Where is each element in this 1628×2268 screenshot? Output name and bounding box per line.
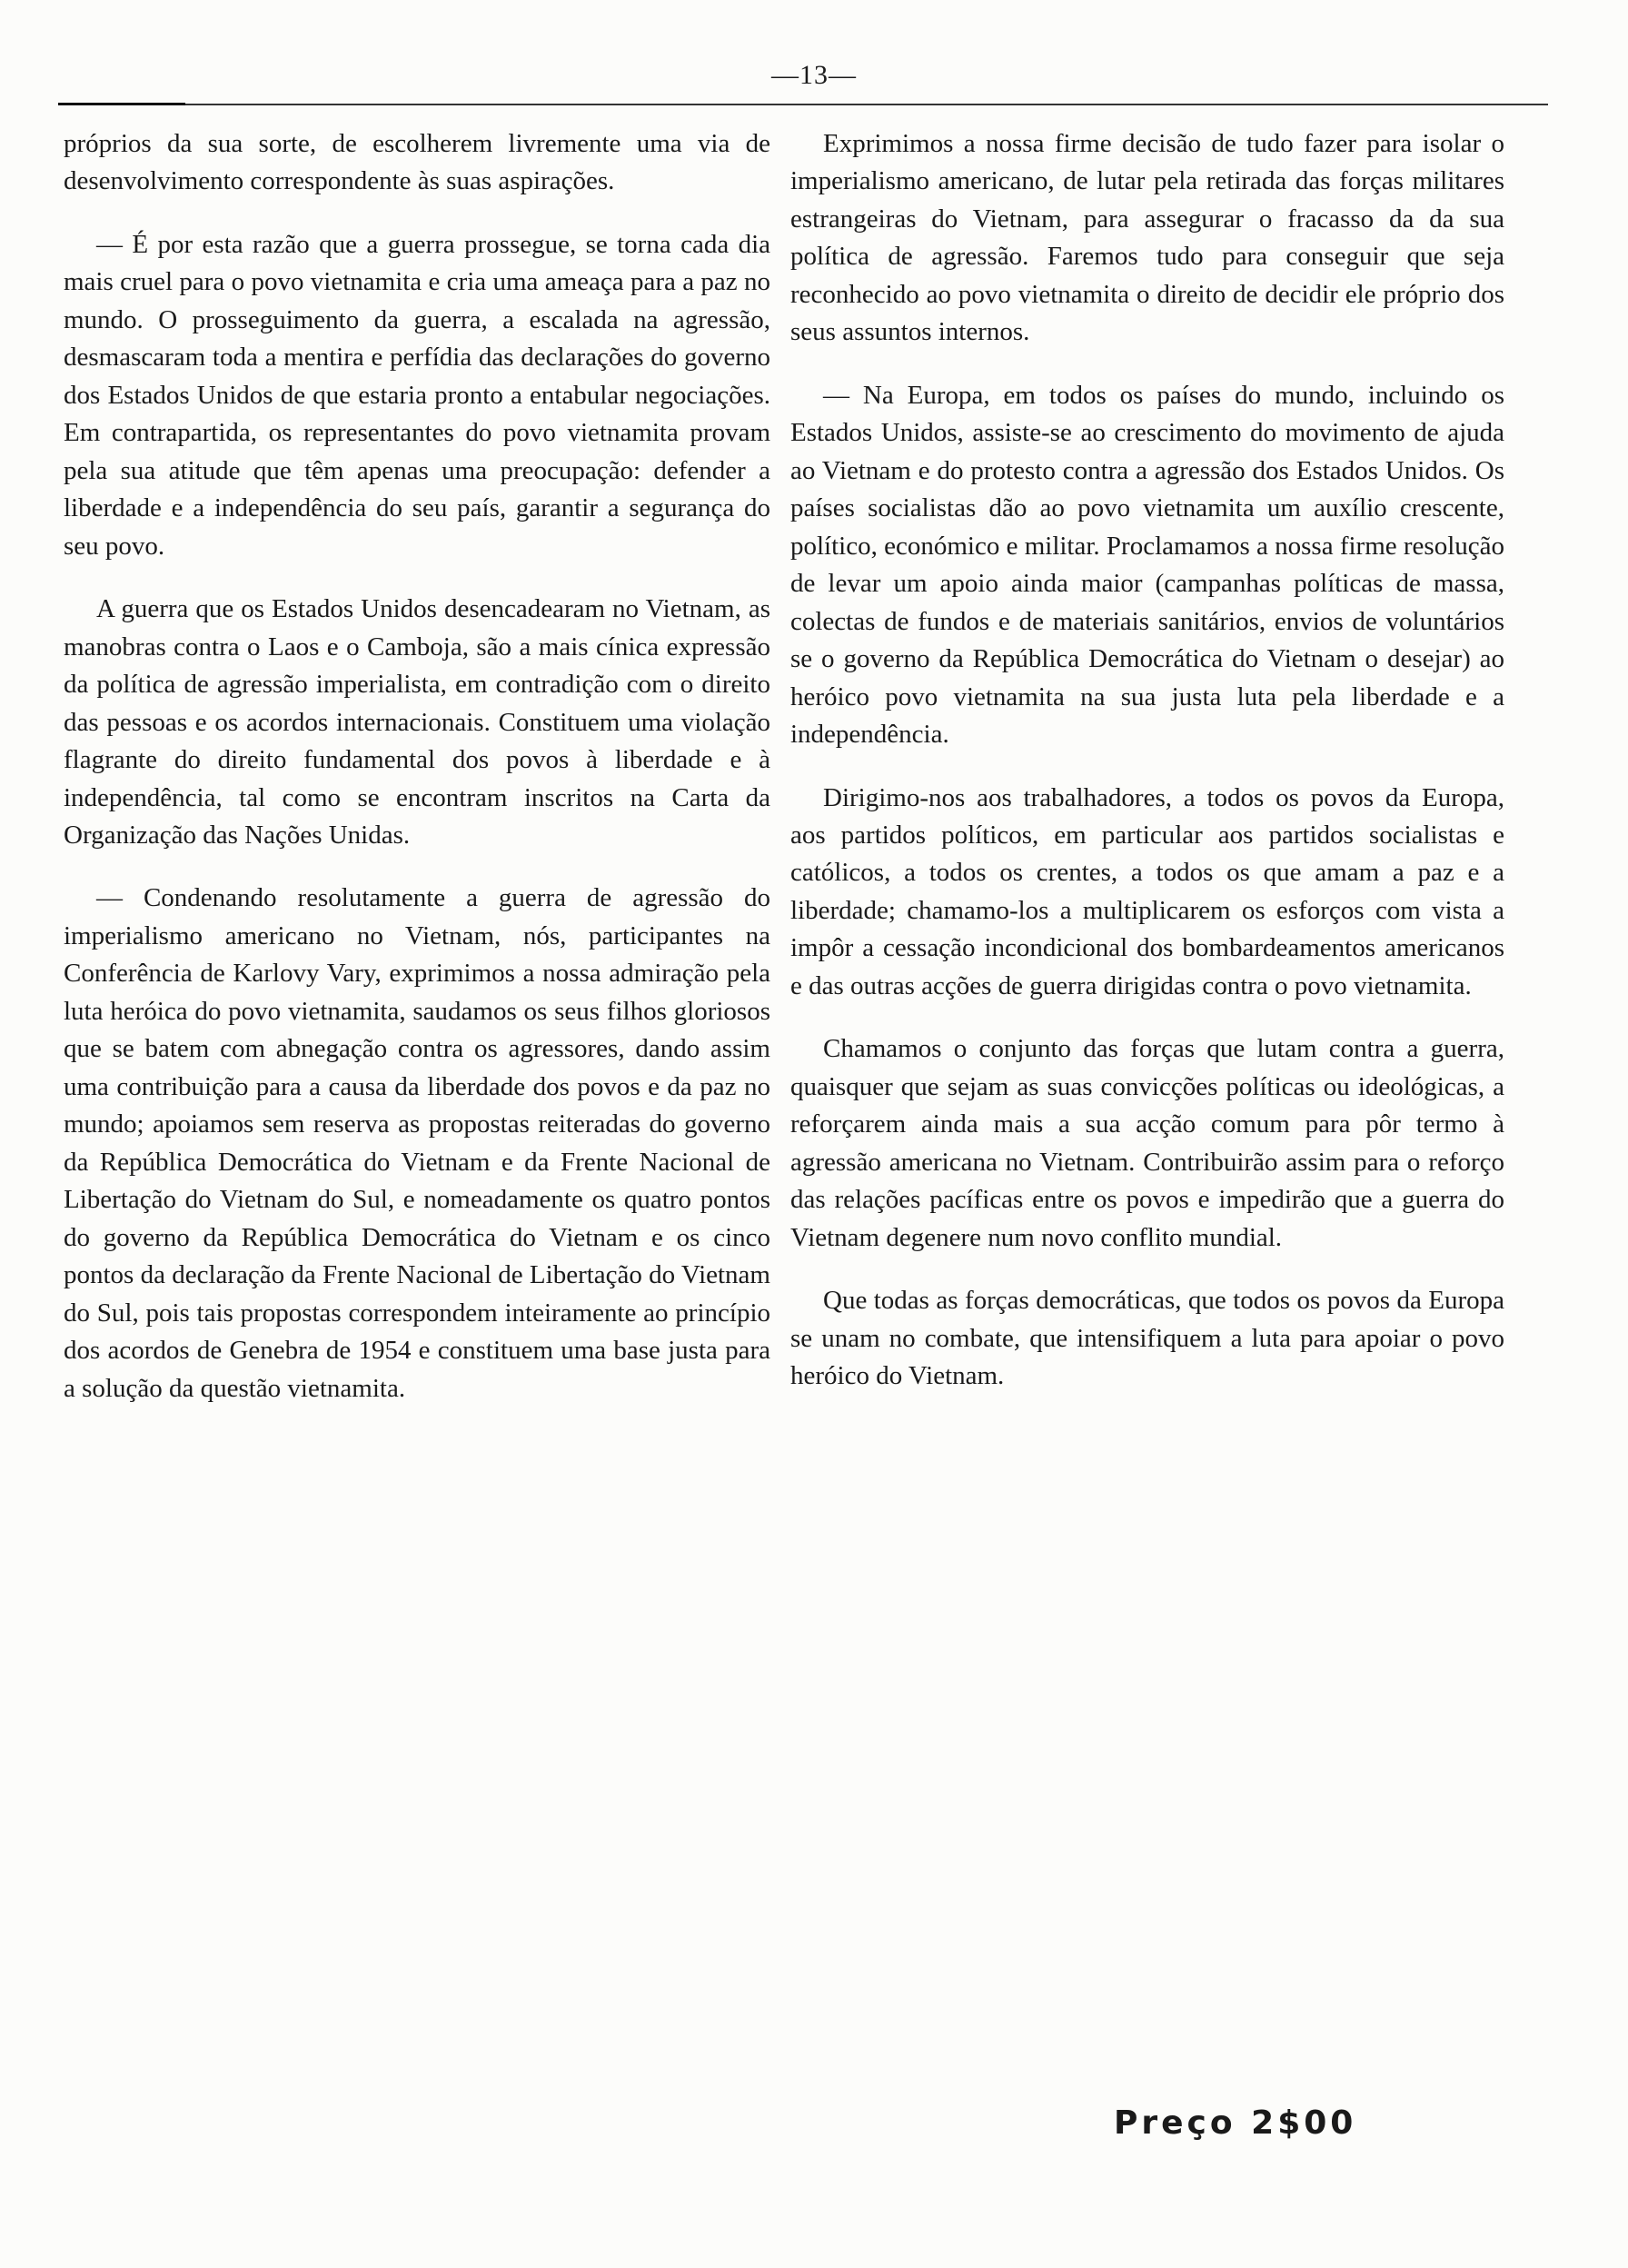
paragraph: próprios da sua sorte, de escolherem livremente uma via de desenvolvimento correspondente às suas aspirações.: [64, 129, 770, 196]
header-rule: [58, 104, 1548, 105]
right-column: [790, 125, 1504, 1421]
left-column: [64, 125, 770, 1433]
page-number: —13—: [771, 60, 857, 90]
paragraph: Que todas as forças democráticas, que todos os povos da Europa se unam no combate, que intensifiquem a luta para apoiar o povo heróico do Vietnam.: [790, 1286, 1504, 1391]
paragraph: Exprimimos a nossa firme decisão de tudo fazer para isolar o imperialismo americano, de lutar pela retirada das forças militares estrangeiras do Vietnam, para assegurar o fracasso da da sua política de agressão. Faremos tudo para conseguir que seja reconhecido ao povo vietnamita o direito de decidir ele próprio dos seus assuntos internos.: [790, 129, 1504, 347]
header-rule-accent: [58, 103, 185, 105]
price-label: Preço 2$00: [1114, 2104, 1357, 2142]
paragraph: — Condenando resolutamente a guerra de agressão do imperialismo americano no Vietnam, nós, participantes na Conferência de Karlovy Vary, exprimimos a nossa admiração pela luta heróica do povo vietnamita, saudamos os seus filhos gloriosos que se batem com abnegação contra os agressores, dando assim uma contribuição para a causa da liberdade dos povos e da paz no mundo; apoiamos sem reserva as propostas reiteradas do governo da República Democrática do Vietnam e da Frente Nacional de Libertação do Vietnam do Sul, e nomeadamente os quatro pontos do governo da República Democrática do Vietnam e os cinco pontos da declaração da Frente Nacional de Libertação do Vietnam do Sul, pois tais propostas correspondem inteiramente ao princípio dos acordos de Genebra de 1954 e constituem uma base justa para a solução da questão vietnamita.: [64, 883, 770, 1403]
paragraph: — É por esta razão que a guerra prossegue, se torna cada dia mais cruel para o povo vietnamita e cria uma ameaça para a paz no mundo. O prosseguimento da guerra, a escalada na agressão, desmascaram toda a mentira e perfídia das declarações do governo dos Estados Unidos de que estaria pronto a entabular negociações. Em contrapartida, os representantes do povo vietnamita provam pela sua atitude que têm apenas uma preocupação: defender a liberdade e a independência do seu país, garantir a segurança do seu povo.: [64, 229, 770, 561]
paragraph: — Na Europa, em todos os países do mundo, incluindo os Estados Unidos, assiste-se ao crescimento do movimento de ajuda ao Vietnam e do protesto contra a agressão dos Estados Unidos. Os países socialistas dão ao povo vietnamita um auxílio crescente, político, económico e militar. Proclamamos a nossa firme resolução de levar um apoio ainda maior (campanhas políticas de massa, colectas de fundos e de materiais sanitários, envios de voluntários se o governo da República Democrática do Vietnam o desejar) ao heróico povo vietnamita na sua justa luta pela liberdade e a independência.: [790, 380, 1505, 750]
paragraph: Chamamos o conjunto das forças que lutam contra a guerra, quaisquer que sejam as suas convicções políticas ou ideológicas, a reforçarem ainda mais a sua acção comum para pôr termo à agressão americana no Vietnam. Contribuirão assim para o reforço das relações pacíficas entre os povos e impedirão que a guerra do Vietnam degenere num novo conflito mundial.: [790, 1034, 1504, 1252]
paragraph: Dirigimo-nos aos trabalhadores, a todos os povos da Europa, aos partidos políticos, em particular aos partidos socialistas e católicos, a todos os crentes, a todos os que amam a paz e a liberdade; chamamo-los a multiplicarem os esforços com vista a impôr a cessação incondicional dos bombardeamentos americanos e das outras acções de guerra dirigidas contra o povo vietnamita.: [790, 782, 1504, 1000]
paragraph: A guerra que os Estados Unidos desencadearam no Vietnam, as manobras contra o Laos e o Camboja, são a mais cínica expressão da política de agressão imperialista, em contradição com o direito das pessoas e os acordos internacionais. Constituem uma violação flagrante do direito fundamental dos povos à liberdade e à independência, tal como se encontram inscritos na Carta da Organização das Nações Unidas.: [64, 594, 770, 850]
